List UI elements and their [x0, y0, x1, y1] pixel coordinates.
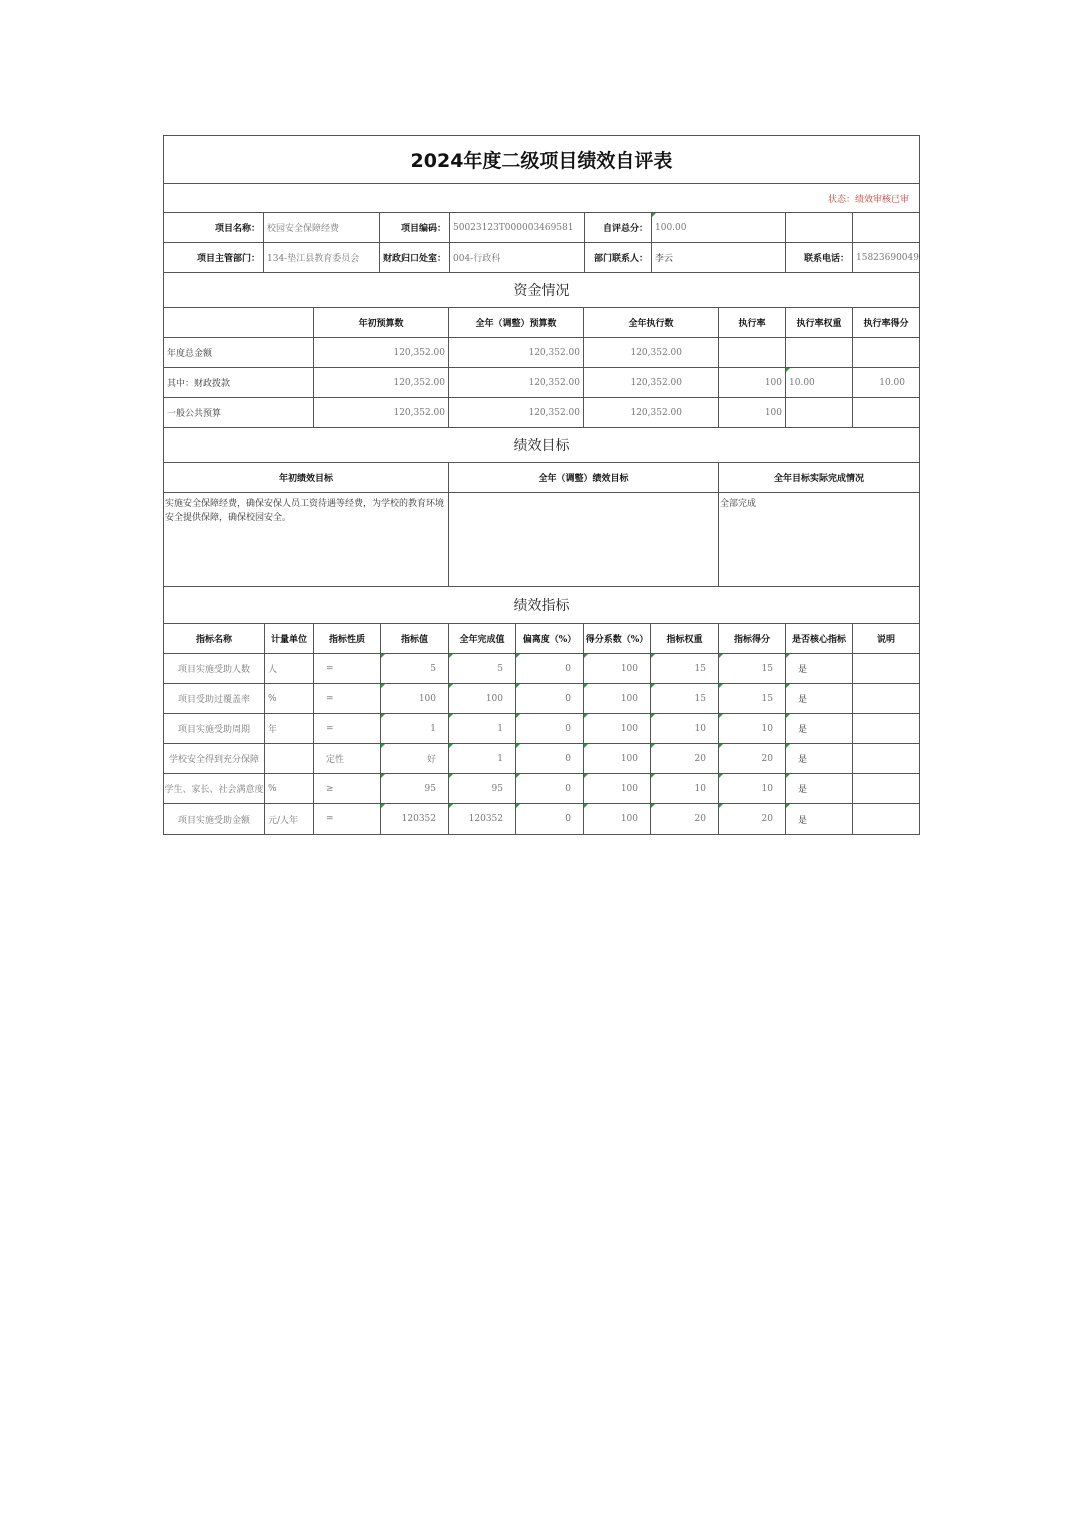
indicator-nature: ≥	[314, 774, 381, 803]
indicator-coef: 100	[584, 714, 651, 743]
indicator-score: 15	[719, 684, 786, 713]
indicator-core: 是	[786, 774, 853, 803]
indicator-note	[853, 714, 919, 743]
indicator-deviation: 0	[516, 654, 584, 683]
funds-rate	[719, 338, 786, 367]
indicators-header-cell: 指标值	[381, 624, 449, 653]
funds-adjusted: 120,352.00	[449, 338, 584, 367]
indicators-section-title: 绩效指标	[513, 598, 570, 614]
goals-section-title: 绩效目标	[513, 438, 570, 454]
goals-header-cell: 全年目标实际完成情况	[773, 474, 864, 484]
indicator-name: 项目实施受助金额	[164, 804, 265, 834]
goals-header-row	[164, 463, 919, 493]
indicator-nature: =	[314, 654, 381, 683]
status-row	[164, 184, 919, 213]
indicator-unit: %	[265, 774, 314, 803]
funds-executed: 120,352.00	[584, 338, 719, 367]
indicators-header-cell: 指标名称	[164, 624, 265, 653]
status-text: 状态：绩效审核已审	[827, 194, 909, 205]
goals-header-cell: 年初绩效目标	[164, 463, 449, 492]
info-row-1	[164, 213, 919, 243]
indicator-nature: =	[314, 804, 381, 834]
phone-value: 15823690049	[856, 252, 919, 263]
indicator-note	[853, 774, 919, 803]
indicators-header-cell: 是否核心指标	[786, 624, 853, 653]
funds-header-cell: 年初预算数	[314, 308, 449, 337]
indicator-name: 学校安全得到充分保障	[164, 744, 265, 773]
indicator-actual: 120352	[449, 804, 516, 834]
funds-name: 一般公共预算	[164, 398, 314, 427]
indicators-section-row	[164, 587, 919, 624]
indicator-row	[164, 774, 919, 804]
indicators-header-cell: 得分系数（%）	[584, 624, 651, 653]
indicator-weight: 20	[651, 804, 719, 834]
indicator-row	[164, 684, 919, 714]
indicator-name: 项目实施受助周期	[164, 714, 265, 743]
dept-label: 项目主管部门：	[164, 243, 264, 272]
indicator-score: 20	[719, 744, 786, 773]
funds-header-cell: 全年（调整）预算数	[449, 308, 584, 337]
project-name-value: 校园安全保障经费	[264, 213, 380, 242]
indicators-header-cell: 指标得分	[719, 624, 786, 653]
funds-row	[164, 398, 919, 428]
indicator-coef: 100	[584, 684, 651, 713]
indicator-core: 是	[786, 744, 853, 773]
indicator-nature: =	[314, 684, 381, 713]
funds-name: 年度总金额	[164, 338, 314, 367]
indicator-note	[853, 654, 919, 683]
goals-section-row	[164, 428, 919, 463]
indicators-header-cell: 全年完成值	[449, 624, 516, 653]
indicator-coef: 100	[584, 654, 651, 683]
indicator-value: 1	[381, 714, 449, 743]
contact-label: 部门联系人：	[585, 243, 652, 272]
dept-value: 134-垫江县教育委员会	[264, 243, 380, 272]
indicators-header-cell: 指标性质	[314, 624, 381, 653]
indicator-coef: 100	[584, 744, 651, 773]
funds-rate: 100	[719, 368, 786, 397]
indicator-value: 120352	[381, 804, 449, 834]
funds-header-row	[164, 308, 919, 338]
funds-score	[853, 338, 919, 367]
indicator-core: 是	[786, 684, 853, 713]
title-row	[164, 136, 919, 184]
indicator-weight: 15	[651, 684, 719, 713]
indicator-weight: 15	[651, 654, 719, 683]
indicator-note	[853, 684, 919, 713]
funds-row	[164, 338, 919, 368]
adjusted-goal	[449, 493, 719, 586]
indicators-header-cell: 计量单位	[265, 624, 314, 653]
funds-initial: 120,352.00	[314, 338, 449, 367]
goal-completion: 全部完成	[720, 499, 757, 509]
info-row-2	[164, 243, 919, 273]
funds-header-cell: 执行率得分	[863, 319, 909, 329]
funds-adjusted: 120,352.00	[449, 368, 584, 397]
funds-header-cell: 执行率	[719, 308, 786, 337]
funds-row	[164, 368, 919, 398]
funds-name: 其中：财政拨款	[164, 368, 314, 397]
sheet-title: 2024年度二级项目绩效自评表	[410, 150, 673, 172]
indicator-score: 15	[719, 654, 786, 683]
funds-executed: 120,352.00	[584, 368, 719, 397]
indicator-value: 好	[381, 744, 449, 773]
indicators-header-cell: 指标权重	[651, 624, 719, 653]
indicator-value: 100	[381, 684, 449, 713]
funds-score: 10.00	[879, 377, 905, 388]
funds-weight	[786, 338, 853, 367]
funds-initial: 120,352.00	[314, 368, 449, 397]
indicator-actual: 1	[449, 714, 516, 743]
indicator-core: 是	[786, 714, 853, 743]
indicator-coef: 100	[584, 774, 651, 803]
indicator-unit	[265, 744, 314, 773]
funds-header-cell	[164, 308, 314, 337]
initial-goal: 实施安全保障经费，确保安保人员工资待遇等经费，为学校的教育环境安全提供保障，确保校园安全。	[164, 493, 449, 586]
indicator-value: 5	[381, 654, 449, 683]
indicator-nature: 定性	[314, 744, 381, 773]
indicator-name: 学生、家长、社会满意度	[164, 774, 265, 803]
indicator-deviation: 0	[516, 804, 584, 834]
finance-label: 财政归口处室：	[380, 243, 450, 272]
score-label: 自评总分：	[585, 213, 652, 242]
funds-score	[853, 398, 919, 427]
indicator-unit: 人	[265, 654, 314, 683]
indicator-note	[853, 804, 919, 834]
indicator-actual: 5	[449, 654, 516, 683]
finance-value: 004-行政科	[450, 243, 585, 272]
info-empty-cell	[786, 213, 853, 242]
funds-section-row	[164, 273, 919, 308]
indicator-score: 10	[719, 774, 786, 803]
funds-header-cell: 执行率权重	[786, 308, 853, 337]
indicator-deviation: 0	[516, 744, 584, 773]
funds-section-title: 资金情况	[513, 283, 570, 299]
indicator-name: 项目受助过覆盖率	[164, 684, 265, 713]
score-value: 100.00	[652, 213, 786, 242]
indicator-actual: 1	[449, 744, 516, 773]
indicators-header-cell: 说明	[876, 635, 895, 645]
funds-adjusted: 120,352.00	[449, 398, 584, 427]
indicator-deviation: 0	[516, 684, 584, 713]
indicator-weight: 10	[651, 774, 719, 803]
indicator-row	[164, 744, 919, 774]
indicator-unit: 年	[265, 714, 314, 743]
indicator-row	[164, 714, 919, 744]
indicator-row	[164, 654, 919, 684]
indicator-actual: 100	[449, 684, 516, 713]
goals-header-cell: 全年（调整）绩效目标	[449, 463, 719, 492]
funds-initial: 120,352.00	[314, 398, 449, 427]
funds-weight	[786, 398, 853, 427]
funds-weight: 10.00	[786, 368, 853, 397]
self-evaluation-sheet	[163, 135, 920, 835]
indicator-core: 是	[786, 804, 853, 834]
indicators-header-row	[164, 624, 919, 654]
funds-executed: 120,352.00	[584, 398, 719, 427]
indicator-note	[853, 744, 919, 773]
project-code-label: 项目编码：	[380, 213, 450, 242]
goals-content-row	[164, 493, 919, 587]
phone-label: 联系电话：	[786, 243, 853, 272]
indicator-score: 20	[719, 804, 786, 834]
indicators-header-cell: 偏离度（%）	[516, 624, 584, 653]
indicator-nature: =	[314, 714, 381, 743]
indicator-actual: 95	[449, 774, 516, 803]
indicator-value: 95	[381, 774, 449, 803]
indicator-score: 10	[719, 714, 786, 743]
funds-header-cell: 全年执行数	[584, 308, 719, 337]
funds-rate: 100	[719, 398, 786, 427]
indicator-core: 是	[786, 654, 853, 683]
indicator-coef: 100	[584, 804, 651, 834]
project-name-label: 项目名称：	[164, 213, 264, 242]
indicator-deviation: 0	[516, 714, 584, 743]
indicator-unit: 元/人年	[265, 804, 314, 834]
indicator-name: 项目实施受助人数	[164, 654, 265, 683]
indicator-row	[164, 804, 919, 834]
indicator-unit: %	[265, 684, 314, 713]
info-empty-cell	[853, 213, 919, 242]
contact-value: 李云	[652, 243, 786, 272]
project-code-value: 50023123T000003469581	[450, 213, 585, 242]
indicator-weight: 10	[651, 714, 719, 743]
indicator-deviation: 0	[516, 774, 584, 803]
indicator-weight: 20	[651, 744, 719, 773]
